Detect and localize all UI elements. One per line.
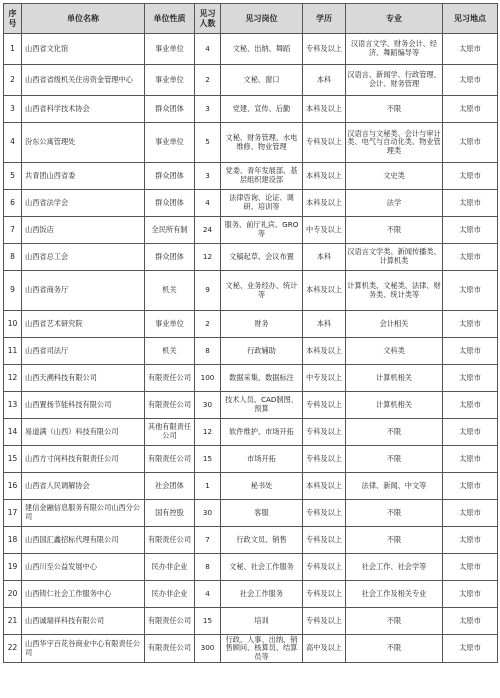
unit-name: 山西饭店: [22, 217, 145, 244]
major: 计算机相关: [346, 365, 443, 392]
unit-name: 易道满（山西）科技有限公司: [22, 419, 145, 446]
post: 文稿起草、会议布置: [221, 244, 303, 271]
education: 专科及以上: [303, 581, 346, 608]
table-row: [4, 311, 498, 338]
unit-name: 汾东公寓管理处: [22, 123, 145, 163]
education: 专科及以上: [303, 419, 346, 446]
table-row: [4, 217, 498, 244]
location: 太原市: [443, 500, 498, 527]
table-row: [4, 635, 498, 663]
intern-count: 7: [195, 527, 221, 554]
row-number: 18: [4, 527, 22, 554]
header-post: 见习岗位: [221, 4, 303, 34]
education: 专科及以上: [303, 446, 346, 473]
education: 本科: [303, 244, 346, 271]
table-row: [4, 34, 498, 65]
major: 社会工作及相关专业: [346, 581, 443, 608]
location: 太原市: [443, 635, 498, 663]
internship-positions-table: [3, 3, 498, 663]
location: 太原市: [443, 365, 498, 392]
location: 太原市: [443, 473, 498, 500]
education: 本科及以上: [303, 473, 346, 500]
row-number: 12: [4, 365, 22, 392]
post: 文秘、财务管理、水电维修、物业管理: [221, 123, 303, 163]
table-header-row: [4, 4, 498, 34]
location: 太原市: [443, 190, 498, 217]
header-major: 专业: [346, 4, 443, 34]
post: 行政辅助: [221, 338, 303, 365]
unit-type: 机关: [145, 338, 195, 365]
location: 太原市: [443, 123, 498, 163]
location: 太原市: [443, 392, 498, 419]
header-education: 学历: [303, 4, 346, 34]
unit-name: 山西省省级机关住房资金管理中心: [22, 65, 145, 96]
table-row: [4, 271, 498, 311]
unit-name: 山西省总工会: [22, 244, 145, 271]
unit-name: 山西国汇鑫招标代理有限公司: [22, 527, 145, 554]
post: 行政文员、销售: [221, 527, 303, 554]
unit-name: 山西省科学技术协会: [22, 96, 145, 123]
unit-type: 民办非企业: [145, 554, 195, 581]
post: 行政、人事、出纳、销售顾问、核算员、结算员等: [221, 635, 303, 663]
row-number: 21: [4, 608, 22, 635]
education: 专科及以上: [303, 608, 346, 635]
row-number: 17: [4, 500, 22, 527]
location: 太原市: [443, 608, 498, 635]
table-row: [4, 419, 498, 446]
unit-name: 山西方寸间科技有限责任公司: [22, 446, 145, 473]
row-number: 5: [4, 163, 22, 190]
unit-type: 群众团体: [145, 244, 195, 271]
major: 汉语言文学类、新闻传播类、计算机类: [346, 244, 443, 271]
header-unit-type: 单位性质: [145, 4, 195, 34]
intern-count: 4: [195, 581, 221, 608]
table-row: [4, 338, 498, 365]
location: 太原市: [443, 65, 498, 96]
education: 中专及以上: [303, 217, 346, 244]
education: 专科及以上: [303, 123, 346, 163]
row-number: 16: [4, 473, 22, 500]
unit-name: 山西天溯科技有限公司: [22, 365, 145, 392]
location: 太原市: [443, 271, 498, 311]
intern-count: 8: [195, 338, 221, 365]
intern-count: 2: [195, 311, 221, 338]
row-number: 7: [4, 217, 22, 244]
table-row: [4, 392, 498, 419]
education: 本科: [303, 65, 346, 96]
unit-type: 事业单位: [145, 123, 195, 163]
unit-name: 山西置扬节能科技有限公司: [22, 392, 145, 419]
location: 太原市: [443, 419, 498, 446]
row-number: 22: [4, 635, 22, 663]
major: 计算机类、文秘类、法律、财务类、统计类等: [346, 271, 443, 311]
table-row: [4, 473, 498, 500]
unit-name: 共青团山西省委: [22, 163, 145, 190]
unit-type: 群众团体: [145, 163, 195, 190]
post: 秘书处: [221, 473, 303, 500]
table-row: [4, 163, 498, 190]
major: 计算机相关: [346, 392, 443, 419]
unit-type: 有限责任公司: [145, 608, 195, 635]
intern-count: 12: [195, 419, 221, 446]
row-number: 9: [4, 271, 22, 311]
row-number: 1: [4, 34, 22, 65]
education: 高中及以上: [303, 635, 346, 663]
row-number: 8: [4, 244, 22, 271]
location: 太原市: [443, 527, 498, 554]
header-count: 见习人数: [195, 4, 221, 34]
location: 太原市: [443, 34, 498, 65]
table-row: [4, 446, 498, 473]
education: 本科及以上: [303, 163, 346, 190]
post: 法律咨询、论证、调研、培训等: [221, 190, 303, 217]
post: 文秘、出纳、舞蹈: [221, 34, 303, 65]
table-row: [4, 244, 498, 271]
row-number: 19: [4, 554, 22, 581]
unit-name: 山西川至公益发展中心: [22, 554, 145, 581]
post: 服务、前厅礼宾、GRO等: [221, 217, 303, 244]
post: 文秘、业务经办、统计等: [221, 271, 303, 311]
intern-count: 15: [195, 446, 221, 473]
unit-name: 山西华宇百花谷商业中心有限责任公司: [22, 635, 145, 663]
unit-name: 山西诚瑞祥科技有限公司: [22, 608, 145, 635]
table-row: [4, 581, 498, 608]
major: 不限: [346, 500, 443, 527]
education: 本科及以上: [303, 338, 346, 365]
table-row: [4, 608, 498, 635]
unit-type: 事业单位: [145, 34, 195, 65]
location: 太原市: [443, 581, 498, 608]
education: 专科及以上: [303, 554, 346, 581]
intern-count: 4: [195, 190, 221, 217]
major: 汉语言与文秘类、会计与审计类、电气与自动化类、物业管理类: [346, 123, 443, 163]
location: 太原市: [443, 554, 498, 581]
intern-count: 12: [195, 244, 221, 271]
unit-type: 国有控股: [145, 500, 195, 527]
unit-type: 有限责任公司: [145, 635, 195, 663]
education: 本科及以上: [303, 271, 346, 311]
location: 太原市: [443, 244, 498, 271]
post: 党建、宣传、后勤: [221, 96, 303, 123]
location: 太原市: [443, 217, 498, 244]
education: 本科及以上: [303, 190, 346, 217]
unit-type: 其他有限责任公司: [145, 419, 195, 446]
unit-type: 有限责任公司: [145, 527, 195, 554]
table-row: [4, 500, 498, 527]
unit-name: 建信金融信息服务有限公司山西分公司: [22, 500, 145, 527]
education: 专科及以上: [303, 500, 346, 527]
education: 专科及以上: [303, 34, 346, 65]
unit-type: 有限责任公司: [145, 365, 195, 392]
row-number: 10: [4, 311, 22, 338]
unit-name: 山西铸仁社会工作服务中心: [22, 581, 145, 608]
education: 本科: [303, 311, 346, 338]
major: 不限: [346, 635, 443, 663]
intern-count: 8: [195, 554, 221, 581]
major: 文科类: [346, 338, 443, 365]
intern-count: 100: [195, 365, 221, 392]
header-location: 见习地点: [443, 4, 498, 34]
major: 法律、新闻、中文等: [346, 473, 443, 500]
table-row: [4, 65, 498, 96]
row-number: 20: [4, 581, 22, 608]
major: 不限: [346, 608, 443, 635]
table-row: [4, 527, 498, 554]
unit-type: 社会团体: [145, 473, 195, 500]
post: 文秘、社会工作服务: [221, 554, 303, 581]
table-row: [4, 123, 498, 163]
table-row: [4, 365, 498, 392]
header-no: 序号: [4, 4, 22, 34]
major: 汉语言文学、财务会计、经济、舞蹈编导等: [346, 34, 443, 65]
education: 本科及以上: [303, 96, 346, 123]
unit-name: 山西省文化馆: [22, 34, 145, 65]
major: 不限: [346, 527, 443, 554]
location: 太原市: [443, 311, 498, 338]
major: 法学: [346, 190, 443, 217]
unit-name: 山西省法学会: [22, 190, 145, 217]
post: 市场开拓: [221, 446, 303, 473]
location: 太原市: [443, 163, 498, 190]
education: 专科及以上: [303, 392, 346, 419]
major: 文史类: [346, 163, 443, 190]
row-number: 11: [4, 338, 22, 365]
row-number: 4: [4, 123, 22, 163]
row-number: 2: [4, 65, 22, 96]
major: 汉语言、新闻学、行政管理、会计、财务管理: [346, 65, 443, 96]
intern-count: 30: [195, 500, 221, 527]
intern-count: 300: [195, 635, 221, 663]
row-number: 13: [4, 392, 22, 419]
location: 太原市: [443, 96, 498, 123]
row-number: 15: [4, 446, 22, 473]
unit-type: 有限责任公司: [145, 446, 195, 473]
unit-type: 民办非企业: [145, 581, 195, 608]
intern-count: 24: [195, 217, 221, 244]
intern-count: 1: [195, 473, 221, 500]
unit-type: 机关: [145, 271, 195, 311]
row-number: 14: [4, 419, 22, 446]
post: 党委、青年发展部、基层组织建设部: [221, 163, 303, 190]
education: 专科及以上: [303, 527, 346, 554]
table-row: [4, 190, 498, 217]
unit-name: 山西省司法厅: [22, 338, 145, 365]
internship-table-sheet: [3, 3, 497, 663]
intern-count: 4: [195, 34, 221, 65]
post: 财务: [221, 311, 303, 338]
intern-count: 3: [195, 96, 221, 123]
row-number: 6: [4, 190, 22, 217]
unit-type: 全民所有制: [145, 217, 195, 244]
post: 培训: [221, 608, 303, 635]
intern-count: 2: [195, 65, 221, 96]
intern-count: 5: [195, 123, 221, 163]
table-row: [4, 554, 498, 581]
major: 不限: [346, 419, 443, 446]
post: 文秘、窗口: [221, 65, 303, 96]
intern-count: 15: [195, 608, 221, 635]
location: 太原市: [443, 446, 498, 473]
unit-type: 事业单位: [145, 311, 195, 338]
post: 数据采集、数据标注: [221, 365, 303, 392]
unit-name: 山西省艺术研究院: [22, 311, 145, 338]
unit-type: 有限责任公司: [145, 392, 195, 419]
unit-type: 群众团体: [145, 96, 195, 123]
unit-type: 群众团体: [145, 190, 195, 217]
intern-count: 3: [195, 163, 221, 190]
unit-name: 山西省人民调解协会: [22, 473, 145, 500]
unit-type: 事业单位: [145, 65, 195, 96]
intern-count: 30: [195, 392, 221, 419]
post: 社会工作服务: [221, 581, 303, 608]
intern-count: 9: [195, 271, 221, 311]
location: 太原市: [443, 338, 498, 365]
row-number: 3: [4, 96, 22, 123]
post: 客服: [221, 500, 303, 527]
major: 社会工作、社会学等: [346, 554, 443, 581]
unit-name: 山西省商务厅: [22, 271, 145, 311]
post: 技术人员、CAD制图、预算: [221, 392, 303, 419]
major: 不限: [346, 96, 443, 123]
major: 不限: [346, 217, 443, 244]
header-unit-name: 单位名称: [22, 4, 145, 34]
major: 不限: [346, 446, 443, 473]
major: 会计相关: [346, 311, 443, 338]
education: 中专及以上: [303, 365, 346, 392]
post: 软件维护、市场开拓: [221, 419, 303, 446]
table-row: [4, 96, 498, 123]
